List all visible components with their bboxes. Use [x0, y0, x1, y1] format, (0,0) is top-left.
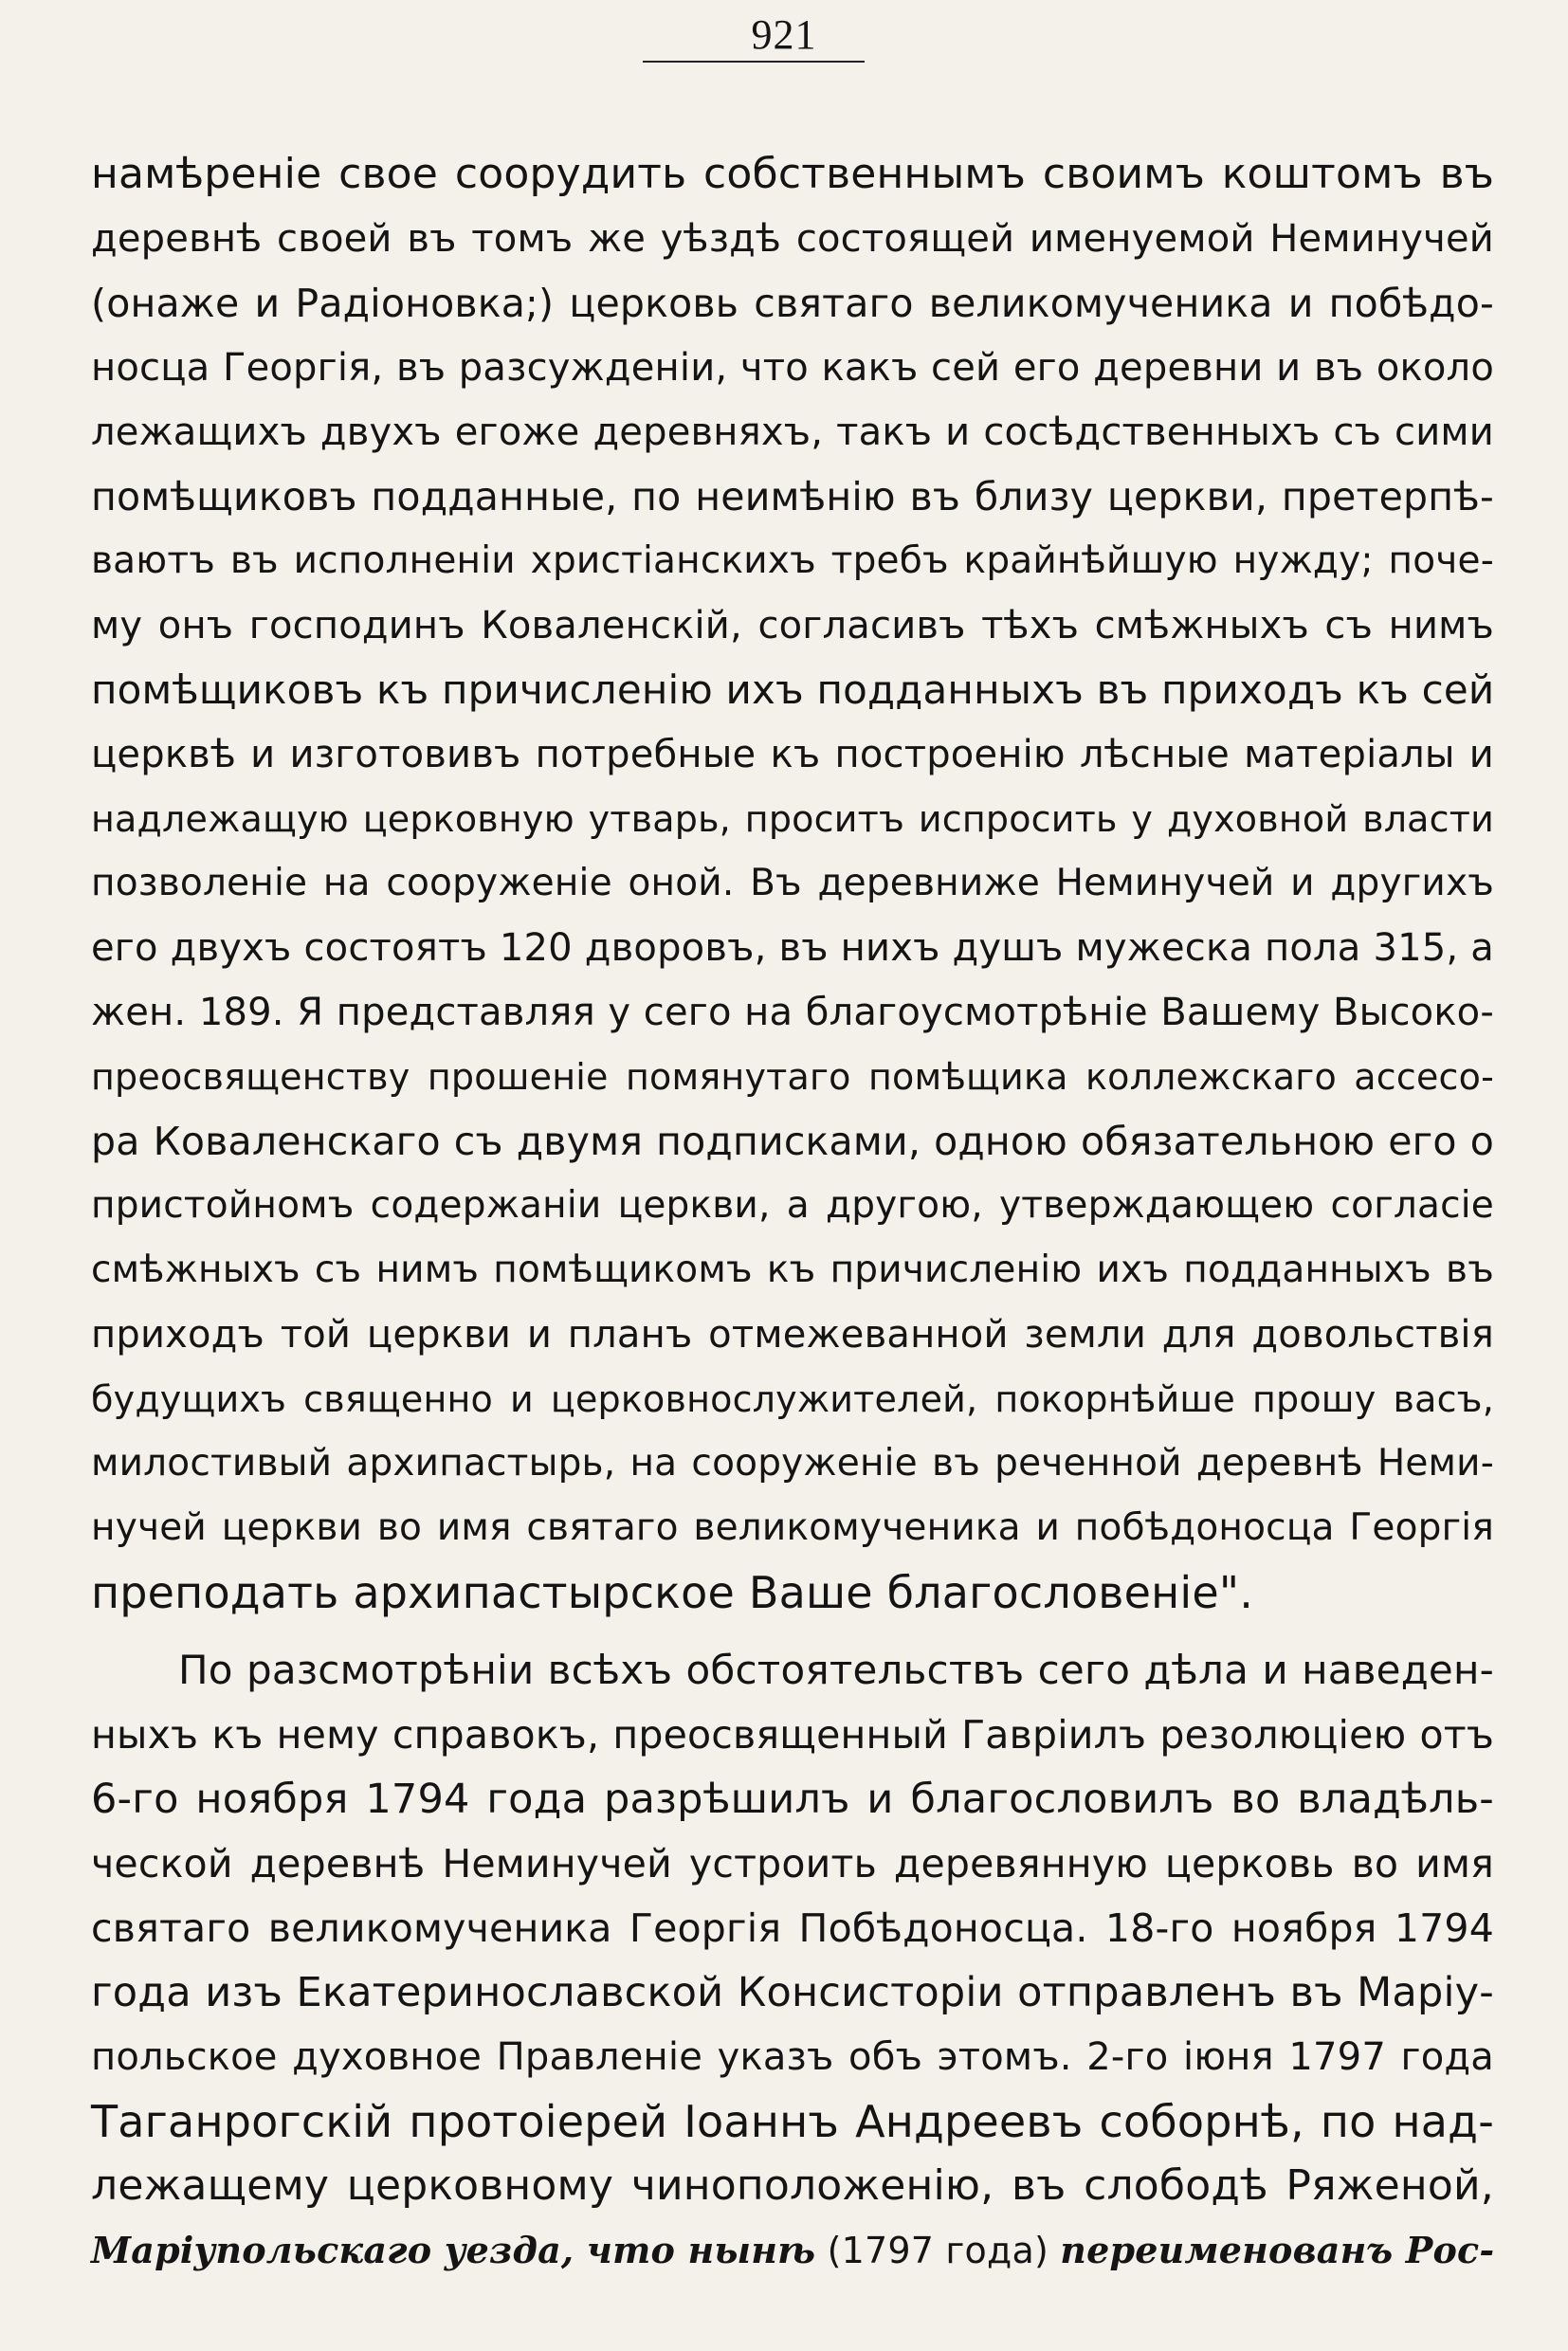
text-line: надлежащую церковную утварь, проситъ испросить у духовной власти	[91, 798, 1494, 840]
text-line: будущихъ священно и церковнослужителей, покорнѣйше прошу васъ,	[91, 1378, 1494, 1420]
plain-text: (1797 года)	[827, 2230, 1048, 2271]
text-line: его двухъ состоятъ 120 дворовъ, въ нихъ душъ мужеска пола 315, а	[91, 926, 1494, 970]
mixed-style-line	[91, 2218, 1494, 2283]
text-line: ныхъ къ нему справокъ, преосвященный Гавріилъ резолюціею отъ	[91, 1712, 1494, 1758]
text-line: нучей церкви во имя святаго великомученика и побѣдоносца Георгія	[91, 1506, 1494, 1549]
text-line: года изъ Екатеринославской Консисторіи отправленъ въ Маріу-	[91, 1969, 1494, 2016]
text-line: По разсмотрѣніи всѣхъ обстоятельствъ сего дѣла и наведен-	[178, 1647, 1494, 1693]
text-line: жен. 189. Я представляя у сего на благоусмотрѣніе Вашему Высоко-	[91, 991, 1494, 1034]
text-line: намѣреніе свое соорудить собственнымъ своимъ коштомъ въ	[91, 150, 1494, 198]
italic-text: переименованъ Рос-	[1060, 2229, 1495, 2271]
text-body	[91, 142, 1494, 2283]
text-line: смѣжныхъ съ нимъ помѣщикомъ къ причисленію ихъ подданныхъ въ	[91, 1248, 1494, 1291]
italic-text: Маріупольскаго уезда, что нынѣ	[91, 2229, 816, 2271]
paragraph-gap	[91, 1625, 1494, 1638]
text-line: помѣщиковъ подданные, по неимѣнію въ близу церкви, претерпѣ-	[91, 474, 1494, 519]
page-number: 921	[751, 11, 817, 58]
text-line: носца Георгія, въ разсужденіи, что какъ сей его деревни и въ около	[91, 346, 1494, 390]
text-line: святаго великомученика Георгія Побѣдоносца. 18-го ноября 1794	[91, 1905, 1494, 1951]
text-line: пристойномъ содержаніи церкви, а другою, утверждающею согласіе	[91, 1184, 1494, 1227]
text-line: польское духовное Правленіе указъ объ этомъ. 2-го іюня 1797 года	[91, 2035, 1494, 2079]
text-line: преподать архипастырское Ваше благословеніе".	[91, 1567, 1254, 1618]
text-line: ваютъ въ исполненіи христіанскихъ требъ крайнѣйшую нужду; поче-	[91, 539, 1494, 582]
text-line: церквѣ и изготовивъ потребные къ построенію лѣсные матеріалы и	[91, 733, 1494, 776]
text-line: (онаже и Радіоновка;) церковь святаго великомученика и побѣдо-	[91, 281, 1494, 326]
text-line: ра Коваленскаго съ двумя подписками, одною обязательною его о	[91, 1119, 1494, 1164]
text-line: му онъ господинъ Коваленскій, согласивъ тѣхъ смѣжныхъ съ нимъ	[91, 604, 1494, 647]
text-line: позволеніе на сооруженіе оной. Въ деревниже Неминучей и другихъ	[91, 862, 1494, 904]
text-line: преосвященству прошеніе помянутаго помѣщика коллежскаго ассесо-	[91, 1056, 1494, 1098]
text-line: лежащему церковному чиноположенію, въ слободѣ Ряженой,	[91, 2161, 1494, 2210]
text-line: 6-го ноября 1794 года разрѣшилъ и благословилъ во владѣль-	[91, 1776, 1494, 1823]
text-line: лежащихъ двухъ егоже деревняхъ, такъ и сосѣдственныхъ съ сими	[91, 410, 1494, 454]
text-line: ческой деревнѣ Неминучей устроить деревянную церковь во имя	[91, 1841, 1494, 1886]
paragraph-2	[91, 1638, 1494, 2283]
text-line: деревнѣ своей въ томъ же уѣздѣ состоящей именуемой Неминучей	[91, 217, 1494, 261]
header-rule	[643, 61, 865, 63]
paragraph-1	[91, 142, 1494, 1625]
text-line: помѣщиковъ къ причисленію ихъ подданныхъ въ приходъ къ сей	[91, 666, 1495, 713]
text-line: Таганрогскій протоіерей Іоаннъ Андреевъ соборнѣ, по над-	[91, 2096, 1494, 2147]
text-line: милостивый архипастырь, на сооруженіе въ реченной деревнѣ Неми-	[91, 1442, 1494, 1485]
text-line: приходъ той церкви и планъ отмежеванной земли для довольствія	[91, 1313, 1494, 1357]
